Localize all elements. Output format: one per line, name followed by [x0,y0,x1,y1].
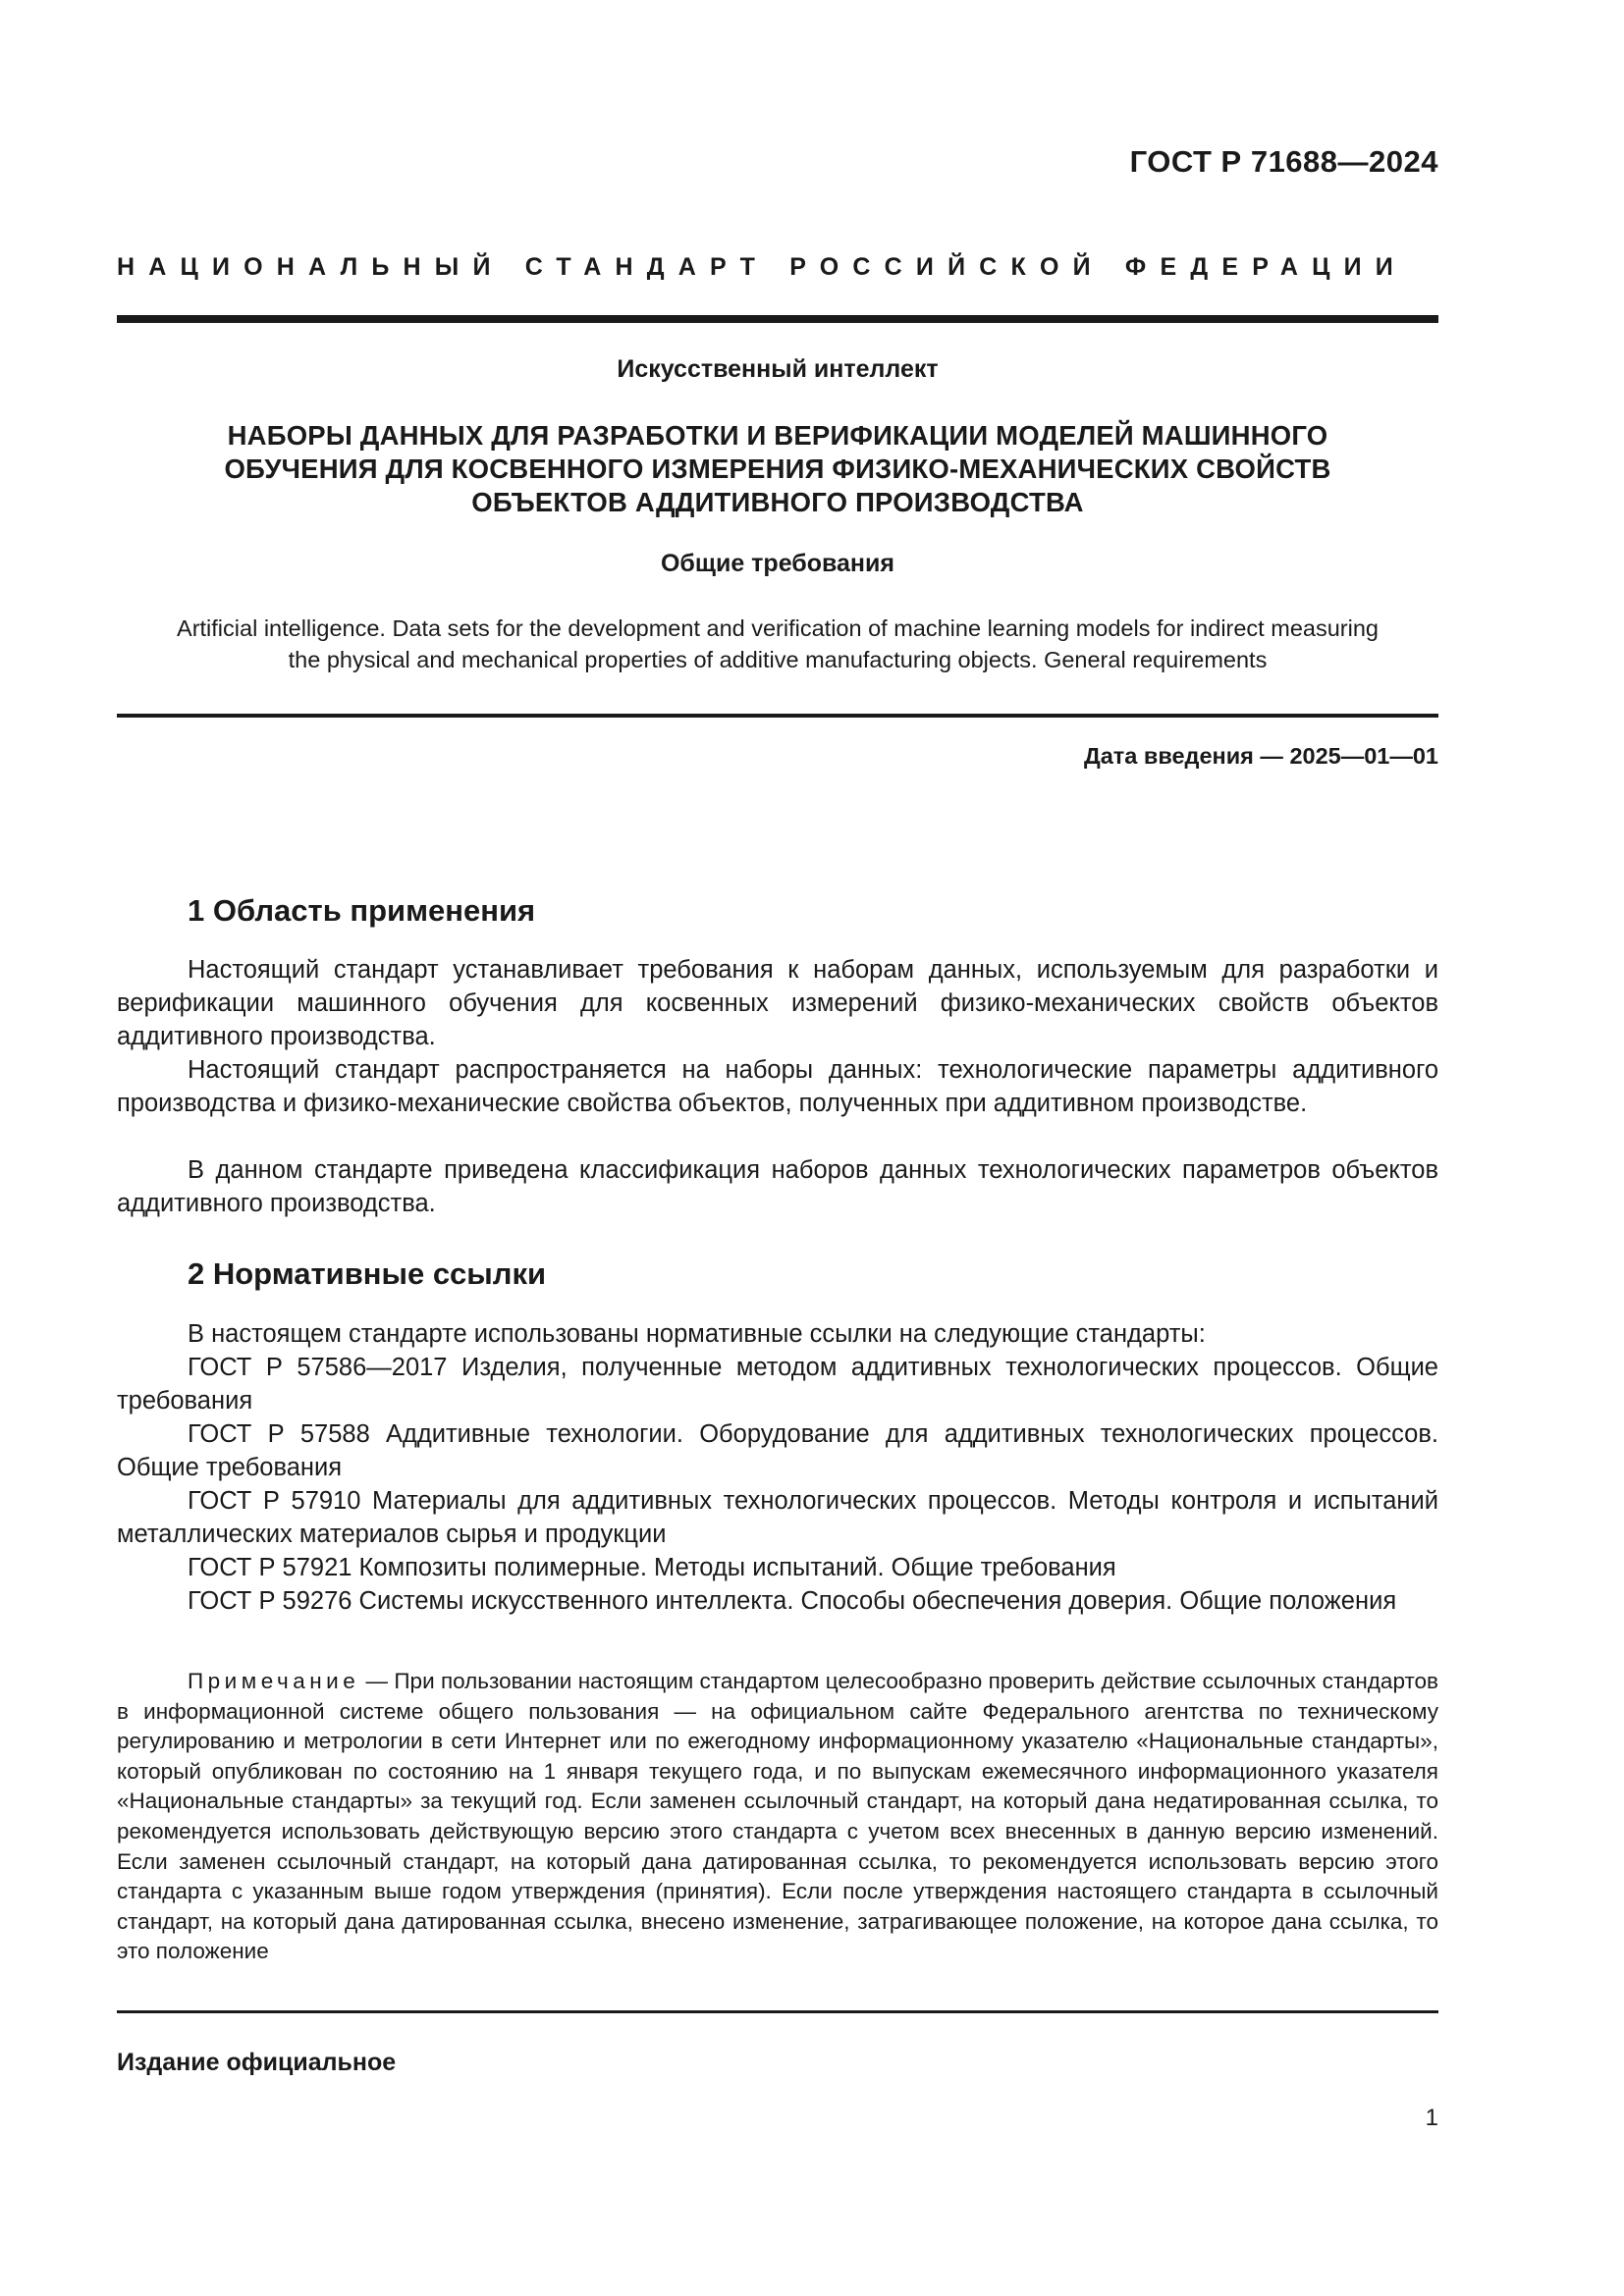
page-number: 1 [1425,2105,1438,2131]
main-title-line-1: НАБОРЫ ДАННЫХ ДЛЯ РАЗРАБОТКИ И ВЕРИФИКАЦИИ МОДЕЛЕЙ МАШИННОГО [227,420,1328,451]
introduction-date: Дата введения — 2025—01—01 [1083,743,1438,769]
normative-reference-item: ГОСТ Р 59276 Системы искусственного интеллекта. Способы обеспечения доверия. Общие положения [188,1587,1397,1615]
english-title [117,613,1438,675]
section-1-paragraph-3: В данном стандарте приведена классификация наборов данных технологических параметров объектов аддитивного производства. [117,1156,1438,1217]
main-title-line-3: ОБЪЕКТОВ АДДИТИВНОГО ПРОИЗВОДСТВА [471,487,1084,517]
section-1-paragraph-1: Настоящий стандарт устанавливает требования к наборам данных, используемым для разработки и верификации машинного обучения для косвенных измерений физико-механических свойств объектов аддитивного производства. [117,956,1438,1050]
english-title-line-2: the physical and mechanical properties of additive manufacturing objects. General requirements [288,647,1268,672]
normative-reference-item: ГОСТ Р 57921 Композиты полимерные. Методы испытаний. Общие требования [188,1554,1116,1581]
note-label: Примечание [188,1669,360,1693]
official-edition-label: Издание официальное [117,2049,397,2076]
document-subtitle: Общие требования [660,550,894,577]
standard-number: ГОСТ Р 71688—2024 [1129,144,1438,179]
title-rule [117,714,1438,718]
section-2-note [117,1667,1438,1967]
english-title-line-1: Artificial intelligence. Data sets for the development and verification of machine learning models for indirect measuring [177,615,1379,641]
section-1-heading: 1 Область применения [188,893,536,928]
document-topic: Искусственный интеллект [617,355,939,383]
normative-reference-item: ГОСТ Р 57910 Материалы для аддитивных технологических процессов. Методы контроля и испытаний металлических материалов сырья и продукции [117,1487,1438,1548]
national-standard-banner: НАЦИОНАЛЬНЫЙ СТАНДАРТ РОССИЙСКОЙ ФЕДЕРАЦИИ [117,253,1407,281]
main-title-line-2: ОБУЧЕНИЯ ДЛЯ КОСВЕННОГО ИЗМЕРЕНИЯ ФИЗИКО-МЕХАНИЧЕСКИХ СВОЙСТВ [224,454,1331,484]
footer-rule [117,2010,1438,2013]
section-1-paragraph-2: Настоящий стандарт распространяется на наборы данных: технологические параметры аддитивного производства и физико-механические свойства объектов, полученных при аддитивном производстве. [117,1056,1438,1117]
normative-reference-item: ГОСТ Р 57588 Аддитивные технологии. Оборудование для аддитивных технологических процессов. Общие требования [117,1420,1438,1481]
normative-reference-item: ГОСТ Р 57586—2017 Изделия, полученные методом аддитивных технологических процессов. Общие требования [117,1354,1438,1415]
note-text: — При пользовании настоящим стандартом целесообразно проверить действие ссылочных стандартов в информационной системе общего пользования — на официальном сайте Федерального агентства по техническому регулированию и метрологии в сети Интернет или по ежегодному информационному указателю «Национальные стандарты», который опубликован по состоянию на 1 января текущего года, и по выпускам ежемесячного информационного указателя «Национальные стандарты» за текущий год. Если заменен ссылочный стандарт, на который дана недатированная ссылка, то рекомендуется использовать действующую версию этого стандарта с учетом всех внесенных в данную версию изменений. Если заменен ссылочный стандарт, на который дана датированная ссылка, то рекомендуется использовать версию этого стандарта с указанным выше годом утверждения (принятия). Если после утверждения настоящего стандарта в ссылочный стандарт, на который дана датированная ссылка, внесено изменение, затрагивающее положение, на которое дана ссылка, то это положение [117,1669,1438,1964]
header-rule [117,315,1438,323]
document-main-title [117,419,1438,519]
section-2-intro: В настоящем стандарте использованы нормативные ссылки на следующие стандарты: [188,1320,1206,1348]
section-2-heading: 2 Нормативные ссылки [188,1256,547,1291]
